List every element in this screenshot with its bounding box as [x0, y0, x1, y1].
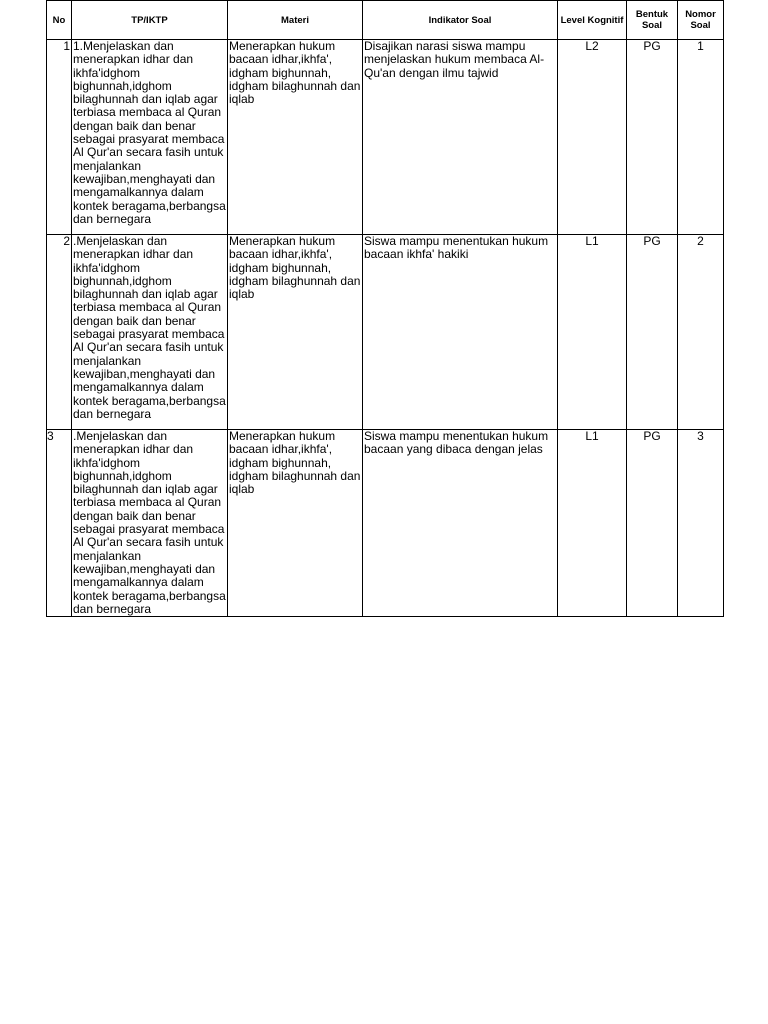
cell-bentuk-soal: PG	[627, 235, 678, 430]
cell-bentuk-soal: PG	[627, 40, 678, 235]
cell-level-kognitif: L2	[558, 40, 627, 235]
cell-tp-iktp: .Menjelaskan dan menerapkan idhar dan ikhfa'idghom bighunnah,idghom bilaghunnah dan iqlab agar terbiasa membaca al Quran dengan baik dan benar sebagai prasyarat membaca Al Qur'an secara fasih untuk menjalankan kewajiban,menghayati dan mengamalkannya dalam kontek beragama,berbangsa dan bernegara	[73, 429, 226, 616]
cell-bentuk-soal: PG	[627, 430, 678, 617]
cell-tp-iktp: .Menjelaskan dan menerapkan idhar dan ikhfa'idghom bighunnah,idghom bilaghunnah dan iqlab agar terbiasa membaca al Quran dengan baik dan benar sebagai prasyarat membaca Al Qur'an secara fasih untuk menjalankan kewajiban,menghayati dan mengamalkannya dalam kontek beragama,berbangsa dan bernegara	[72, 235, 228, 430]
header-indikator-soal: Indikator Soal	[363, 1, 558, 40]
header-level-kognitif: Level Kognitif	[558, 1, 627, 40]
cell-indikator-soal: Siswa mampu menentukan hukum bacaan ikhfa' hakiki	[363, 235, 558, 430]
cell-no: 3	[47, 430, 72, 617]
table-row	[47, 40, 724, 235]
header-nomor-soal: Nomor Soal	[678, 1, 724, 40]
cell-tp-iktp: 1.Menjelaskan dan menerapkan idhar dan ikhfa'idghom bighunnah,idghom bilaghunnah dan iqlab agar terbiasa membaca al Quran dengan baik dan benar sebagai prasyarat membaca Al Qur'an secara fasih untuk menjalankan kewajiban,menghayati dan mengamalkannya dalam kontek beragama,berbangsa dan bernegara	[72, 40, 228, 235]
cell-nomor-soal: 2	[678, 235, 724, 430]
header-no: No	[47, 1, 72, 40]
cell-no: 2	[47, 235, 72, 430]
cell-indikator-soal: Siswa mampu menentukan hukum bacaan yang dibaca dengan jelas	[363, 430, 558, 617]
cell-materi: Menerapkan hukum bacaan idhar,ikhfa', idgham bighunnah, idgham bilaghunnah dan iqlab	[228, 430, 363, 617]
cell-no: 1	[47, 40, 72, 235]
table-row	[47, 235, 724, 430]
cell-nomor-soal: 3	[678, 430, 724, 617]
kisi-kisi-table	[46, 0, 724, 617]
document-page	[46, 0, 724, 616]
cell-materi: Menerapkan hukum bacaan idhar,ikhfa', idgham bighunnah, idgham bilaghunnah dan iqlab	[228, 235, 363, 430]
header-tp-iktp: TP/IKTP	[72, 1, 228, 40]
header-bentuk-soal: Bentuk Soal	[627, 1, 678, 40]
cell-indikator-soal: Disajikan narasi siswa mampu menjelaskan hukum membaca Al-Qu'an dengan ilmu tajwid	[363, 40, 558, 235]
header-materi: Materi	[228, 1, 363, 40]
table-row	[47, 430, 724, 617]
cell-materi: Menerapkan hukum bacaan idhar,ikhfa', idgham bighunnah, idgham bilaghunnah dan iqlab	[228, 40, 363, 235]
cell-level-kognitif: L1	[558, 430, 627, 617]
cell-level-kognitif: L1	[558, 235, 627, 430]
cell-nomor-soal: 1	[678, 40, 724, 235]
table-header-row	[47, 1, 724, 40]
